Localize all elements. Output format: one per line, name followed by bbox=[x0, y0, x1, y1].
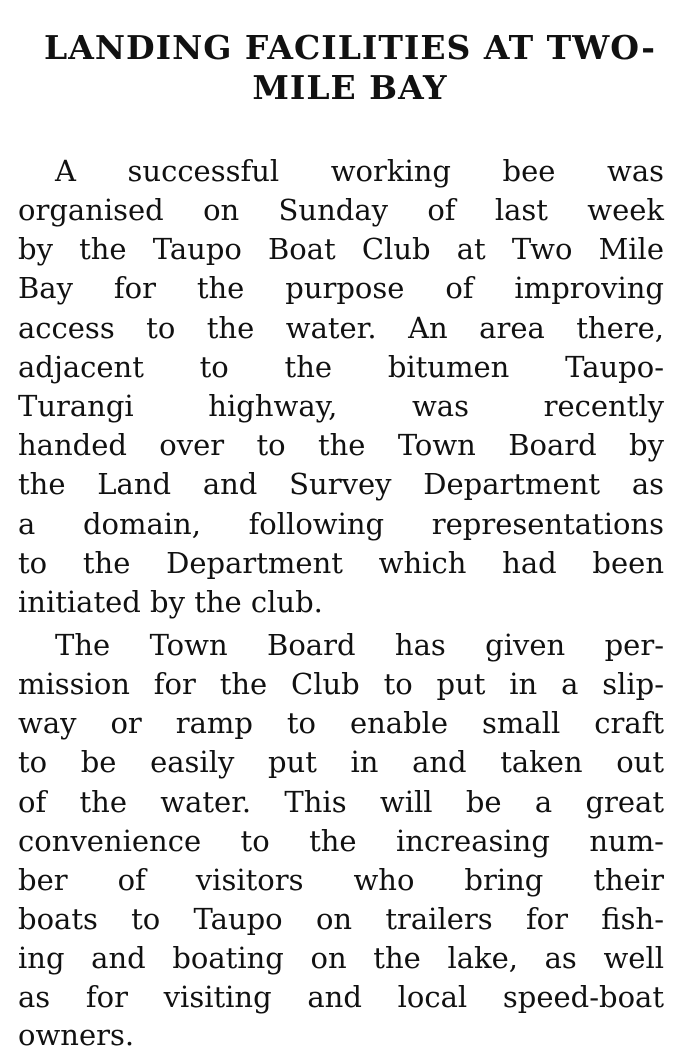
paragraph-2-line: way or ramp to enable small craft bbox=[18, 706, 664, 740]
paragraph-2-line: The Town Board has given per- bbox=[55, 628, 664, 662]
paragraph-1-line: Bay for the purpose of improving bbox=[18, 271, 664, 305]
paragraph-2-line: of the water. This will be a great bbox=[18, 785, 664, 819]
paragraph-2-line: as for visiting and local speed-boat bbox=[18, 980, 664, 1014]
paragraph-2-line: boats to Taupo on trailers for fish- bbox=[18, 902, 664, 936]
paragraph-2-line: convenience to the increasing num- bbox=[18, 824, 664, 858]
paragraph-2-line: mission for the Club to put in a slip- bbox=[18, 667, 664, 701]
paragraph-1-line: adjacent to the bitumen Taupo- bbox=[18, 350, 664, 384]
paragraph-1-line: access to the water. An area there, bbox=[18, 311, 664, 345]
paragraph-1-line: by the Taupo Boat Club at Two Mile bbox=[18, 232, 664, 266]
paragraph-1-line: to the Department which had been bbox=[18, 546, 664, 580]
paragraph-1-line: handed over to the Town Board by bbox=[18, 428, 664, 462]
paragraph-1-line: a domain, following representations bbox=[18, 507, 664, 541]
paragraph-2-line: to be easily put in and taken out bbox=[18, 745, 664, 779]
paragraph-1-line: Turangi highway, was recently bbox=[18, 389, 664, 423]
paragraph-1-line: organised on Sunday of last week bbox=[18, 193, 664, 227]
paragraph-1-line: initiated by the club. bbox=[18, 585, 323, 619]
headline-line-1: LANDING FACILITIES AT TWO- bbox=[44, 28, 656, 67]
paragraph-1-line: the Land and Survey Department as bbox=[18, 467, 664, 501]
paragraph-1-line: A successful working bee was bbox=[55, 154, 664, 188]
paragraph-2-line: owners. bbox=[18, 1018, 135, 1052]
paragraph-2-line: ing and boating on the lake, as well bbox=[18, 941, 664, 975]
headline-line-2: MILE BAY bbox=[252, 68, 448, 107]
paragraph-2-line: ber of visitors who bring their bbox=[18, 863, 664, 897]
